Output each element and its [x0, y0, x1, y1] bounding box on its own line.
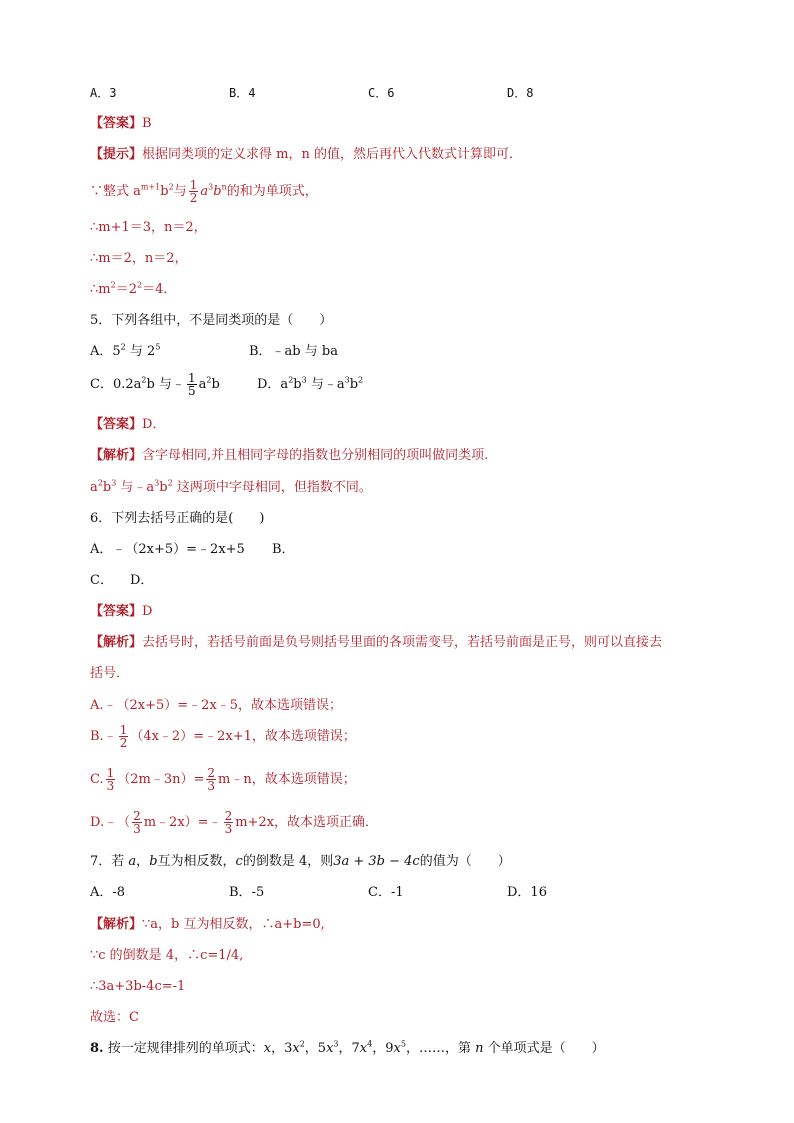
q4-answer: [90, 115, 152, 133]
fraction: $\frac{2}{3}$: [133, 809, 141, 836]
answer-label: 【答案】: [90, 116, 143, 131]
q7-option-c: C．-1: [368, 885, 404, 900]
q4-hint: [90, 146, 522, 164]
q5-stem: 5．下列各组中，不是同类项的是（ ）: [90, 313, 333, 328]
q6-option-c: C．: [90, 573, 113, 588]
q4-option-d: D．8: [507, 86, 534, 100]
fraction: $\frac{1}{2}$: [189, 178, 198, 205]
q5-option-a: A．$5^2$ 与 $2^5$: [90, 342, 161, 359]
q4-step-4: $\therefore m^2=2^2=4$．: [90, 280, 177, 297]
answer-value: B: [142, 116, 152, 131]
q7-option-a: A．-8: [90, 885, 126, 900]
q6-option-d: D．: [130, 573, 154, 588]
q5-option-b: B．﹣ab 与 ba: [249, 344, 338, 359]
q6-b-explain: B.﹣ $\frac{1}{2}$ （4x﹣2）=﹣2x+1，故本选项错误；: [90, 723, 356, 750]
q4-option-b: B．4: [229, 86, 256, 100]
q8-stem: 8. 按一定规律排列的单项式：x，$3x^2$，$5x^3$，$7x^4$，$9x^5$，……，第 n 个单项式是（ ）: [90, 1039, 605, 1056]
q7-stem: 7．若 a，b互为相反数，c的倒数是 4，则3a + 3b − 4c的值为（ ）: [90, 854, 511, 869]
q7-option-d: D．16: [507, 885, 547, 900]
q4-option-a: A．3: [90, 86, 117, 100]
q4-step-3: ∴m＝2，n＝2，: [90, 251, 188, 266]
fraction: $\frac{2}{3}$: [207, 766, 216, 793]
fraction: $\frac{1}{3}$: [106, 766, 115, 793]
q7-option-b: B．-5: [229, 885, 265, 900]
q4-step-1: ∵整式 $a^{m+1}b^2$与 $\frac{1}{2}$ $a^3b^n$的和为单项式，: [90, 178, 318, 205]
q6-analysis: 【解析】去括号时，若括号前面是负号则括号里面的各项需变号，若括号前面是正号，则可以直接去: [90, 635, 663, 650]
fraction: $\frac{1}{5}$: [187, 371, 196, 398]
expression: 3a + 3b − 4c: [333, 854, 420, 869]
hint-text: 根据同类项的定义求得 m，n 的值，然后再代入代数式计算即可．: [142, 147, 522, 162]
q5-analysis: 【解析】含字母相同,并且相同字母的指数也分别相同的项叫做同类项.: [90, 448, 489, 463]
q7-step-3: ∴3a+3b-4c=-1: [90, 979, 186, 994]
q6-analysis-cont: 括号．: [90, 666, 130, 681]
q7-choice: 故选：C: [90, 1010, 139, 1025]
q7-step-2: ∵c 的倒数是 4，∴c=1/4,: [90, 948, 244, 963]
q5-answer: 【答案】D．: [90, 417, 166, 432]
fraction: $\frac{2}{3}$: [224, 809, 233, 836]
q4-step-2: ∴m+1＝3，n＝2，: [90, 220, 207, 235]
q5-explain: $a^2b^3$ 与$﹣a^3b^2$ 这两项中字母相同，但指数不同。: [90, 478, 372, 495]
q6-c-explain: C. $\frac{1}{3}$ （2m﹣3n）= $\frac{2}{3}$ m﹣n，故本选项错误；: [90, 766, 356, 793]
q7-analysis: 【解析】∵a，b 互为相反数，∴a+b=0,: [90, 917, 325, 932]
hint-label: 【提示】: [90, 147, 143, 162]
q5-option-d: D．$a^2b^3$ 与$﹣a^3b^2$: [257, 375, 364, 392]
q6-answer: 【答案】D: [90, 604, 153, 619]
q6-d-explain: D.﹣（ $\frac{2}{3}$ m﹣2x）=﹣ $\frac{2}{3}$ m+2x，故本选项正确．: [90, 809, 379, 836]
q6-a-explain: A.﹣（2x+5）=﹣2x﹣5，故本选项错误；: [90, 698, 343, 713]
q6-option-b: B．: [272, 542, 295, 557]
fraction: $\frac{1}{2}$: [119, 723, 128, 750]
q4-option-c: C．6: [368, 86, 395, 100]
q6-option-a: A．﹣（2x+5）=﹣2x+5: [90, 542, 245, 557]
q6-stem: 6．下列去括号正确的是( ): [90, 511, 265, 526]
q5-option-c: C．$0.2a^2b$ 与﹣ $\frac{1}{5}$ $a^2b$: [90, 371, 220, 398]
